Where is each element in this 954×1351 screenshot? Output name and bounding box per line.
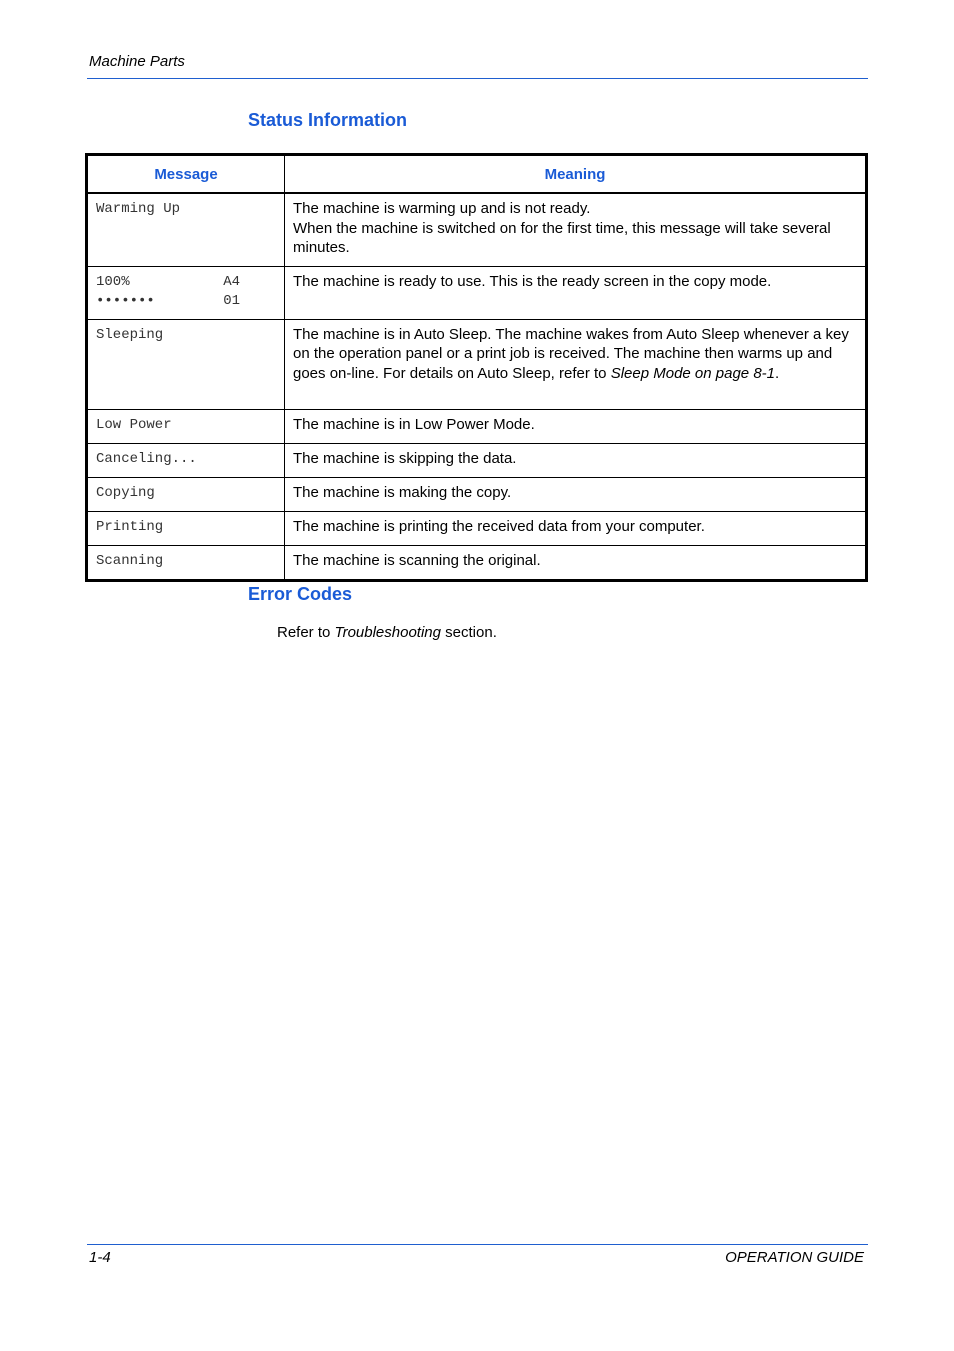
table-row <box>87 319 867 409</box>
meaning-cell: The machine is making the copy. <box>285 477 867 511</box>
meaning-cell: The machine is printing the received data from your computer. <box>285 511 867 545</box>
header-rule <box>87 78 868 79</box>
table-row <box>87 193 867 266</box>
paper-size-value: A4 <box>223 273 240 290</box>
cross-reference-link[interactable]: Sleep Mode on page 8-1 <box>610 364 775 382</box>
table-row <box>87 409 867 443</box>
meaning-cell: The machine is in Low Power Mode. <box>285 409 867 443</box>
zoom-value: 100% <box>96 273 130 290</box>
table-header-row <box>87 155 867 194</box>
troubleshooting-link[interactable]: Troubleshooting <box>334 624 441 641</box>
section-title-error-codes: Error Codes <box>248 584 353 604</box>
table-row <box>87 511 867 545</box>
meaning-cell <box>285 319 867 409</box>
meaning-cell: The machine is scanning the original. <box>285 545 867 580</box>
message-cell: Printing <box>87 511 285 545</box>
status-message-table <box>85 153 868 582</box>
message-cell: Low Power <box>87 409 285 443</box>
table-row <box>87 266 867 319</box>
error-codes-reference <box>277 624 497 641</box>
column-header-message: Message <box>87 155 285 194</box>
meaning-line: The machine is warming up and is not ready. <box>293 200 591 217</box>
footer-rule <box>87 1244 868 1245</box>
message-cell: Copying <box>87 477 285 511</box>
section-title-status-information: Status Information <box>248 110 408 130</box>
meaning-cell: The machine is ready to use. This is the ready screen in the copy mode. <box>285 266 867 319</box>
message-cell: Canceling... <box>87 443 285 477</box>
column-header-meaning: Meaning <box>285 155 867 194</box>
message-cell: Warming Up <box>87 193 285 266</box>
meaning-text-end: . <box>775 364 780 382</box>
message-cell: Scanning <box>87 545 285 580</box>
meaning-line: When the machine is switched on for the first time, this message will take several minutes. <box>293 219 831 256</box>
reference-text-end: section. <box>441 624 497 641</box>
message-cell <box>87 266 285 319</box>
ready-screen-line-2 <box>96 292 240 311</box>
density-dots: ••••••• <box>96 292 155 309</box>
copy-count-value: 01 <box>223 292 240 309</box>
reference-text: Refer to <box>277 624 335 641</box>
table-row <box>87 443 867 477</box>
table-row <box>87 545 867 580</box>
guide-title: OPERATION GUIDE <box>725 1249 864 1266</box>
ready-screen-line-1 <box>96 273 240 292</box>
table-row <box>87 477 867 511</box>
running-header: Machine Parts <box>89 53 185 70</box>
message-cell: Sleeping <box>87 319 285 409</box>
meaning-cell: The machine is skipping the data. <box>285 443 867 477</box>
page-number: 1-4 <box>89 1249 111 1266</box>
meaning-cell <box>285 193 867 266</box>
meaning-text: The machine is in Auto Sleep. The machine wakes from Auto Sleep whenever a key on the operation panel or a print job is received. The machine then warms up and goes on-line. For details on Auto Sleep, refer to <box>293 325 849 382</box>
